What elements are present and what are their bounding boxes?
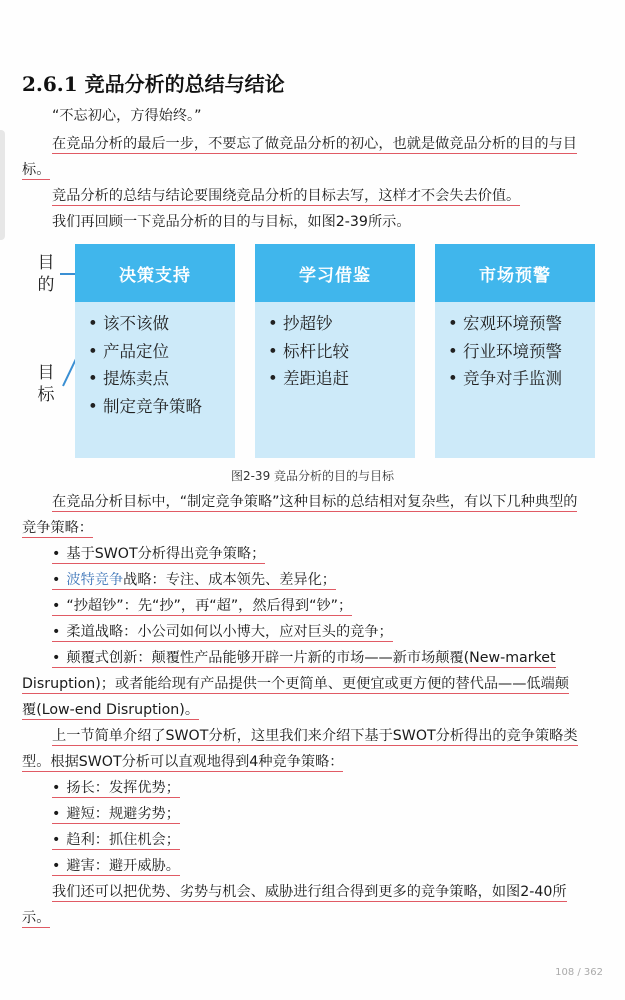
- paragraph-line: 示。: [22, 910, 51, 926]
- paragraph-line: 在竞品分析的最后一步，不要忘了做竞品分析的初心，也就是做竞品分析的目的与目: [52, 136, 577, 152]
- column-title: 决策支持: [75, 244, 235, 302]
- paragraph-line: 我们再回顾一下竞品分析的目的与目标，如图2-39所示。: [52, 214, 411, 230]
- list-item: • 趋利：抓住机会；: [52, 832, 180, 848]
- list-item: • 波特竞争战略：专注、成本领先、差异化；: [52, 572, 336, 588]
- list-item: • 柔道战略：小公司如何以小博大，应对巨头的竞争；: [52, 624, 393, 640]
- list-item: • 避短：规避劣势；: [52, 806, 180, 822]
- list-item-continuation: Disruption)；或者能给现有产品提供一个更简单、更便宜或更方便的替代品——低端颠: [22, 676, 569, 692]
- paragraph-line: 竞品分析的总结与结论要围绕竞品分析的目标去写，这样才不会失去价值。: [52, 188, 521, 204]
- figure-caption: 图2-39 竞品分析的目的与目标: [230, 469, 395, 483]
- porter-link[interactable]: 波特竞争: [66, 572, 124, 588]
- quote-line: “不忘初心，方得始终。”: [52, 108, 202, 124]
- paragraph-line: 我们还可以把优势、劣势与机会、威胁进行组合得到更多的竞争策略，如图2-40所: [52, 884, 567, 900]
- column-item: • 制定竞争策略: [88, 393, 235, 421]
- list-item-continuation: 覆(Low-end Disruption)。: [22, 702, 200, 718]
- column-learning: [255, 244, 415, 458]
- list-item: • 扬长：发挥优势；: [52, 780, 180, 796]
- column-title: 学习借鉴: [255, 244, 415, 302]
- page-number: 108 / 362: [555, 967, 603, 978]
- list-item: • 颠覆式创新：颠覆性产品能够开辟一片新的市场——新市场颠覆(New-market: [52, 650, 556, 666]
- column-title: 市场预警: [435, 244, 595, 302]
- section-title: 2.6.1 竞品分析的总结与结论: [22, 72, 285, 96]
- column-item: • 标杆比较: [268, 338, 415, 366]
- column-item: • 抄超钞: [268, 310, 415, 338]
- purpose-label: 目 的: [37, 253, 55, 295]
- column-item: • 宏观环境预警: [448, 310, 595, 338]
- column-decision-support: [75, 244, 235, 458]
- paragraph-line: 竞争策略：: [22, 520, 93, 536]
- paragraph-line: 上一节简单介绍了SWOT分析，这里我们来介绍下基于SWOT分析得出的竞争策略类: [52, 728, 578, 744]
- column-item: • 行业环境预警: [448, 338, 595, 366]
- column-item: • 提炼卖点: [88, 365, 235, 393]
- paragraph-line: 标。: [22, 162, 51, 178]
- side-drawer-handle[interactable]: [0, 130, 5, 240]
- column-item: • 差距追赶: [268, 365, 415, 393]
- purpose-goal-diagram: [30, 244, 600, 462]
- column-market-warning: [435, 244, 595, 458]
- list-item: • “抄超钞”：先“抄”，再“超”，然后得到“钞”；: [52, 598, 353, 614]
- list-item: • 避害：避开威胁。: [52, 858, 180, 874]
- column-item: • 该不该做: [88, 310, 235, 338]
- paragraph-line: 型。根据SWOT分析可以直观地得到4种竞争策略：: [22, 754, 344, 770]
- list-item: • 基于SWOT分析得出竞争策略；: [52, 546, 266, 562]
- paragraph-line: 在竞品分析目标中，“制定竞争策略”这种目标的总结相对复杂些，有以下几种典型的: [52, 494, 578, 510]
- column-item: • 产品定位: [88, 338, 235, 366]
- goal-label: 目 标: [37, 363, 55, 405]
- column-item: • 竞争对手监测: [448, 365, 595, 393]
